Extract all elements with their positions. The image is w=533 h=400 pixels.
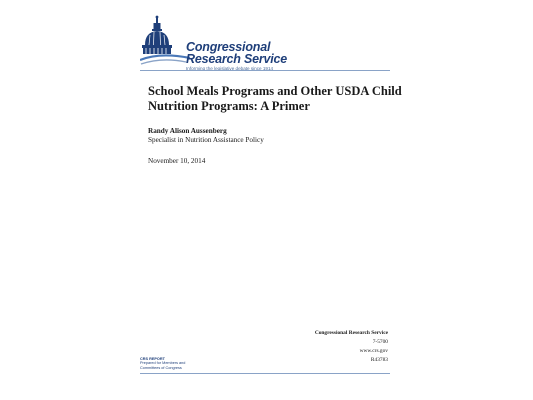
footer-line2: Committees of Congress bbox=[140, 365, 182, 370]
footer-crs-report: CRS REPORT bbox=[140, 357, 165, 361]
author-name: Randy Alison Aussenberg bbox=[148, 127, 227, 135]
capitol-dome-icon bbox=[140, 14, 192, 68]
logo-tagline: Informing the legislative debate since 1914 bbox=[186, 66, 274, 71]
publisher-name: Congressional Research Service bbox=[314, 330, 388, 336]
crs-logo bbox=[140, 14, 400, 70]
report-date: November 10, 2014 bbox=[148, 157, 206, 165]
logo-name-line1: Congressional bbox=[186, 40, 271, 54]
bottom-divider bbox=[140, 373, 390, 374]
author-role: Specialist in Nutrition Assistance Policy bbox=[148, 136, 264, 144]
publisher-block bbox=[315, 329, 388, 365]
footer-label bbox=[140, 357, 185, 370]
logo-name-line2: Research Service bbox=[186, 52, 288, 66]
publisher-website: www.crs.gov bbox=[359, 348, 388, 354]
report-number: R43783 bbox=[370, 357, 388, 363]
report-title: School Meals Programs and Other USDA Child Nutrition Programs: A Primer bbox=[148, 84, 402, 113]
footer-line1: Prepared for Members and bbox=[140, 361, 186, 366]
top-divider bbox=[140, 70, 390, 71]
publisher-phone: 7-5700 bbox=[372, 339, 388, 345]
